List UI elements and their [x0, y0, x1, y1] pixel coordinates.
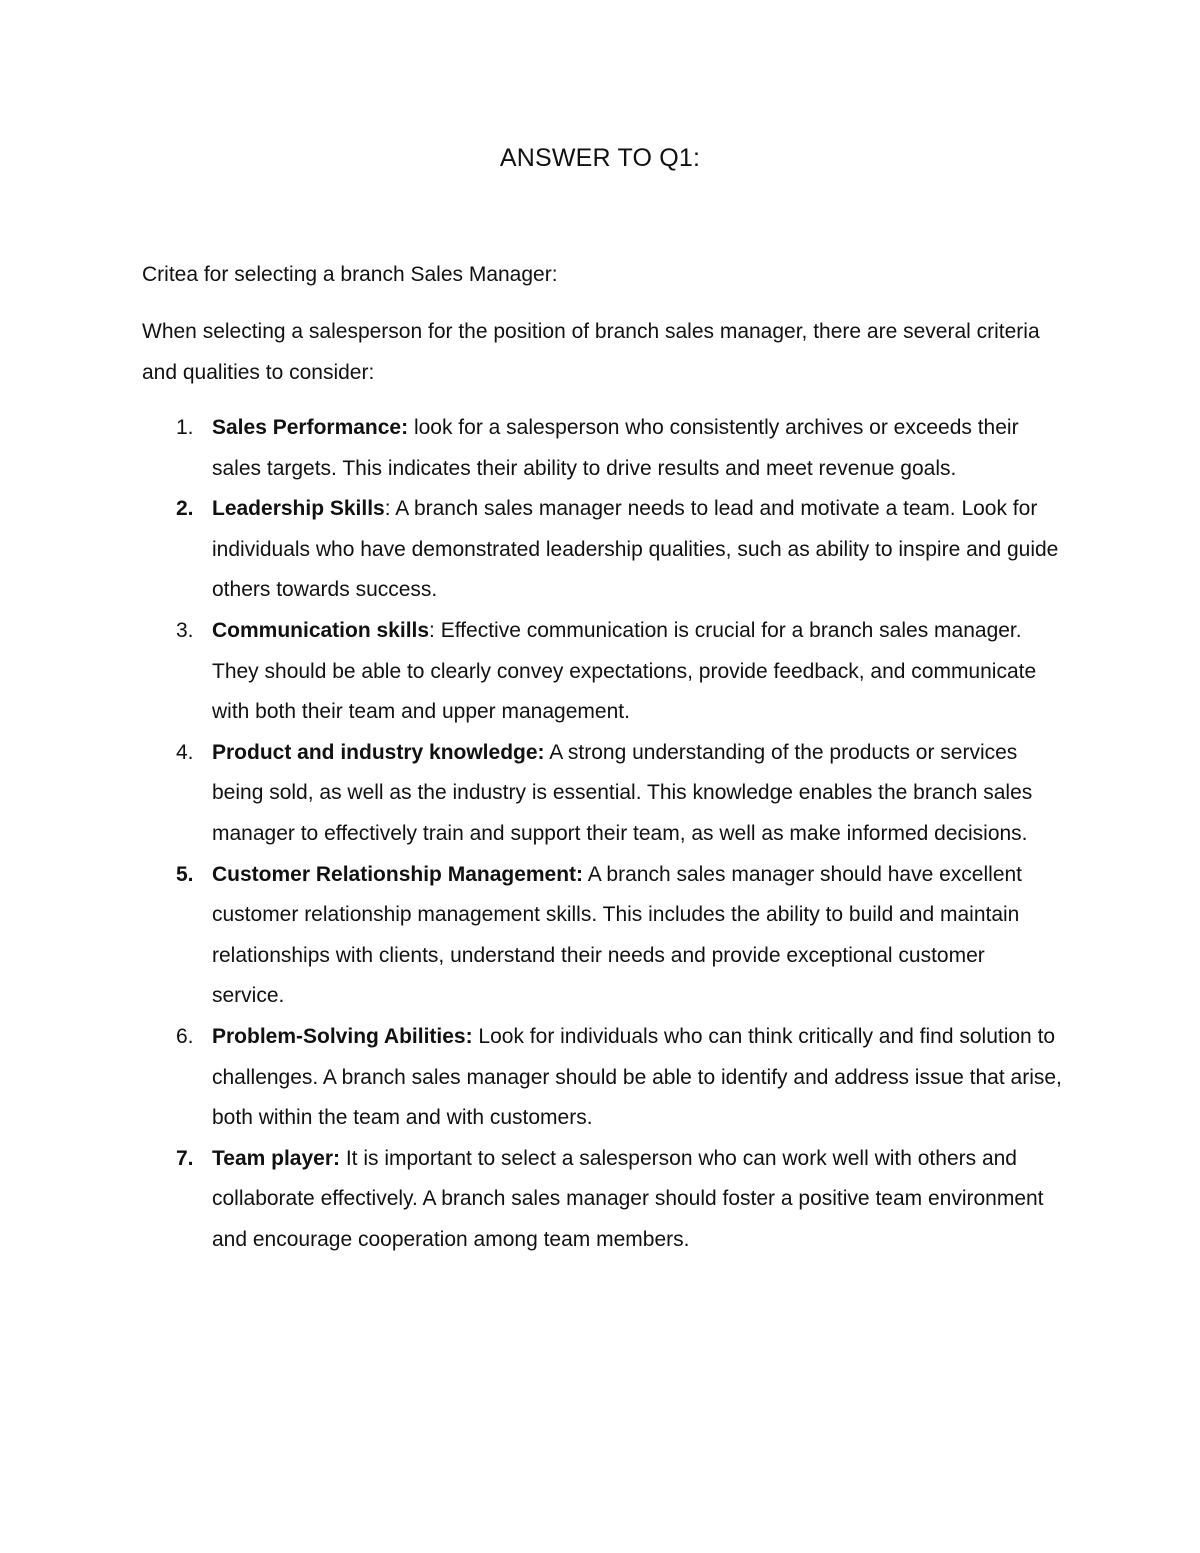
list-item-term: Leadership Skills	[212, 497, 385, 521]
document-title: ANSWER TO Q1:	[499, 144, 701, 172]
list-item-term: Sales Performance:	[212, 416, 409, 439]
list-item-number: 6.	[176, 1024, 194, 1048]
criteria-list	[142, 408, 1062, 1260]
list-item-text: Look for individuals who can think critically and find solution to challenges. A branch sales manager should be able to identify and address issue that arise, both within the team and with customers.	[212, 1024, 1062, 1130]
list-item-term: Team player:	[212, 1146, 340, 1170]
list-item-number: 1.	[176, 416, 194, 439]
list-item-number: 5.	[176, 862, 194, 886]
list-item-term: Product and industry knowledge:	[212, 740, 545, 764]
list-item-number: 3.	[176, 618, 194, 642]
list-item-term: Customer Relationship Management:	[212, 862, 584, 886]
list-item-text: : Effective communication is crucial for a branch sales manager. They should be able to clearly convey expectations, provide feedback, and communicate with both their team and upper management.	[212, 618, 1037, 724]
list-item-text: A strong understanding of the products or services being sold, as well as the industry is essential. This knowledge enables the branch sales manager to effectively train and support their team, as well as make informed decisions.	[212, 740, 1033, 845]
intro-paragraph: When selecting a salesperson for the position of branch sales manager, there are several criteria and qualities to consider:	[142, 320, 1040, 384]
list-item	[142, 611, 1062, 733]
list-item	[142, 408, 1062, 489]
section-subheading: Critea for selecting a branch Sales Manager:	[142, 263, 558, 286]
list-item	[142, 855, 1062, 1017]
list-item-text: : A branch sales manager needs to lead and motivate a team. Look for individuals who have demonstrated leadership qualities, such as ability to inspire and guide others towards success.	[212, 497, 1059, 602]
list-item-number: 7.	[176, 1146, 194, 1170]
list-item-text: A branch sales manager should have excellent customer relationship management skills. This includes the ability to build and maintain relationships with clients, understand their needs and provide exceptional customer service.	[212, 862, 1023, 1008]
list-item-number: 2.	[176, 497, 194, 521]
list-item-term: Problem-Solving Abilities:	[212, 1024, 473, 1048]
list-item-term: Communication skills	[212, 618, 430, 642]
list-item-text: It is important to select a salesperson who can work well with others and collaborate effectively. A branch sales manager should foster a positive team environment and encourage cooperation among team members.	[212, 1146, 1044, 1251]
list-item-text: look for a salesperson who consistently archives or exceeds their sales targets. This indicates their ability to drive results and meet revenue goals.	[212, 416, 1019, 480]
list-item	[142, 1139, 1062, 1261]
list-item	[142, 733, 1062, 855]
list-item	[142, 1017, 1062, 1139]
list-item	[142, 489, 1062, 611]
list-item-number: 4.	[176, 740, 194, 764]
